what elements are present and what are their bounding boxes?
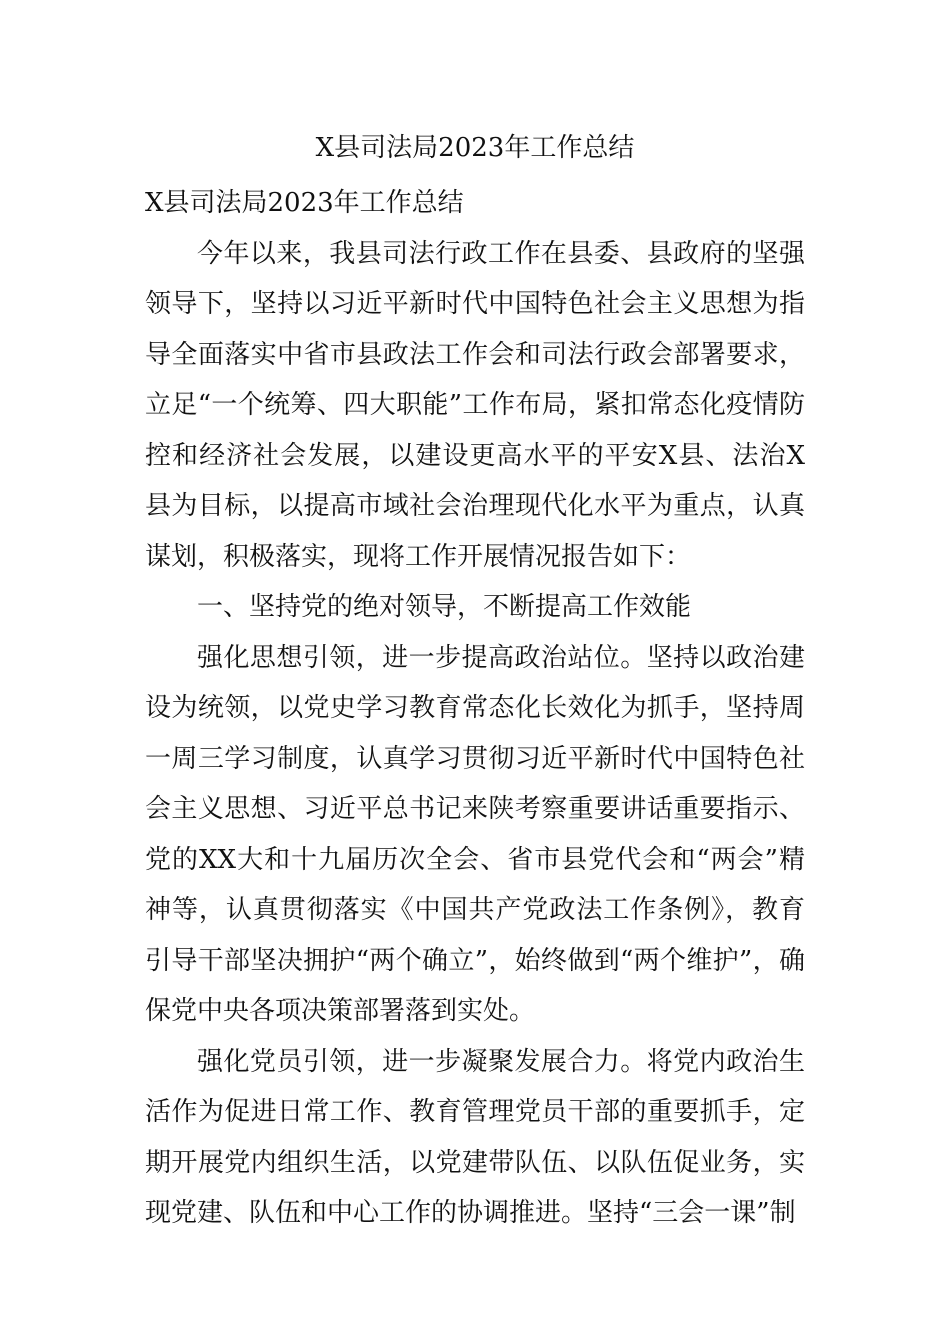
document-body: [145, 178, 805, 1239]
paragraph-ideology: 强化思想引领，进一步提高政治站位。坚持以政治建设为统领，以党史学习教育常态化长效化为抓手，坚持周一周三学习制度，认真学习贯彻习近平新时代中国特色社会主义思想、习近平总书记来陕考察重要讲话重要指示、党的XX大和十九届历次全会、省市县党代会和“两会”精神等，认真贯彻落实《中国共产党政法工作条例》，教育引导干部坚决拥护“两个确立”，始终做到“两个维护”，确保党中央各项决策部署落到实处。: [145, 642, 805, 1026]
document-subtitle: X县司法局2023年工作总结: [145, 188, 464, 218]
paragraph-party-members: 强化党员引领，进一步凝聚发展合力。将党内政治生活作为促进日常工作、教育管理党员干部的重要抓手，定期开展党内组织生活，以党建带队伍、以队伍促业务，实现党建、队伍和中心工作的协调推进。坚持“三会一课”制: [145, 1046, 805, 1228]
section-heading-1: 一、坚持党的绝对领导，不断提高工作效能: [197, 592, 692, 622]
document-title: X县司法局2023年工作总结: [315, 133, 635, 163]
paragraph-intro: 今年以来，我县司法行政工作在县委、县政府的坚强领导下，坚持以习近平新时代中国特色社会主义思想为指导全面落实中省市县政法工作会和司法行政会部署要求，立足“一个统筹、四大职能”工作布局，紧扣常态化疫情防控和经济社会发展，以建设更高水平的平安X县、法治X县为目标，以提高市域社会治理现代化水平为重点，认真谋划，积极落实，现将工作开展情况报告如下：: [145, 238, 805, 572]
